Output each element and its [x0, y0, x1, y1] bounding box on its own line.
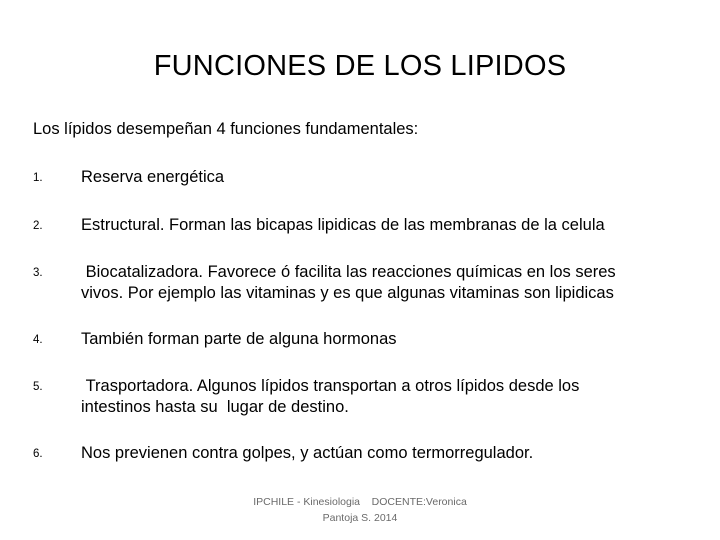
list-item-text: Trasportadora. Algunos lípidos transportan a otros lípidos desde los intestinos hasta su lugar de destino. — [81, 377, 580, 416]
list-item-number: 2. — [33, 220, 43, 232]
list-item-number: 5. — [33, 381, 43, 393]
list-item-text: También forman parte de alguna hormonas — [81, 330, 397, 348]
slide-footer — [0, 494, 720, 526]
list-item-text: Reserva energética — [81, 168, 225, 186]
list-item-text: Nos previenen contra golpes, y actúan como termorregulador. — [81, 444, 534, 462]
slide-title: FUNCIONES DE LOS LIPIDOS — [153, 50, 567, 82]
list-item-number: 3. — [33, 267, 43, 279]
list-item-number: 4. — [33, 334, 43, 346]
footer-line-1: IPCHILE - Kinesiologia DOCENTE:Veronica — [253, 496, 467, 508]
list-item-text: Estructural. Forman las bicapas lipidicas de las membranas de la celula — [81, 216, 605, 234]
list-item-number: 6. — [33, 448, 43, 460]
list-item-text: Biocatalizadora. Favorece ó facilita las reacciones químicas en los seres vivos. Por ejemplo las vitaminas y es que algunas vitaminas son lipidicas — [81, 263, 616, 302]
footer-line-2: Pantoja S. 2014 — [322, 512, 398, 524]
intro-text: Los lípidos desempeñan 4 funciones fundamentales: — [33, 120, 419, 138]
list-item-number: 1. — [33, 172, 43, 184]
